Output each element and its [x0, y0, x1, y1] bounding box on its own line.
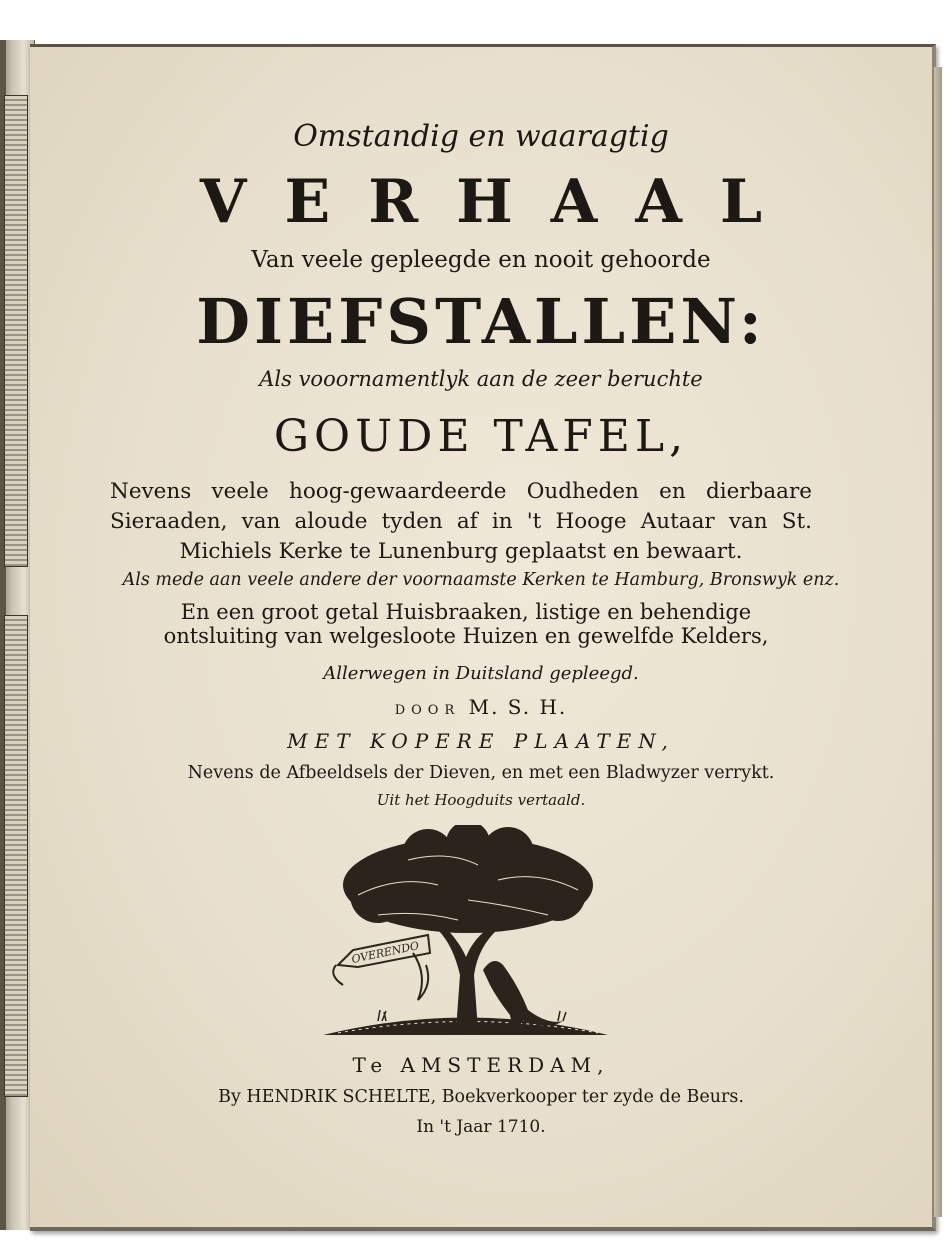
translation-line: Uit het Hoogduits vertaald.	[376, 791, 586, 809]
title-goude-tafel: GOUDE TAFEL,	[273, 411, 689, 462]
plates-line: MET KOPERE PLAATEN,	[287, 729, 675, 753]
imprint-printer: By HENDRIK SCHELTE, Boekverkooper ter zyde de Beurs.	[218, 1087, 744, 1107]
vignette-motto: OVERENDO	[350, 939, 421, 967]
page-edge	[934, 67, 942, 1217]
author-initials: M. S. H.	[468, 695, 568, 719]
title-line-3: Van veele gepleegde en nooit gehoorde	[251, 247, 711, 273]
author-prefix: DOOR	[394, 703, 461, 718]
engraved-border-upper	[4, 95, 28, 567]
imprint-year: In 't Jaar 1710.	[416, 1117, 546, 1137]
imprint-city: Te AMSTERDAM,	[352, 1053, 610, 1077]
engraved-border-lower	[4, 615, 28, 1097]
title-line-1: Omstandig en waaragtig	[293, 119, 669, 154]
title-main-verhaal: VERHAAL	[199, 167, 801, 237]
title-main-diefstallen: DIEFSTALLEN:	[196, 285, 766, 358]
title-page	[30, 44, 936, 1231]
tree-fox-vignette	[318, 825, 618, 1045]
subtitle-paragraph-2: En een groot getal Huisbraaken, listige en behendige ontsluiting van welgesloote Huizen en gewelfde Kelders,	[163, 600, 769, 648]
title-line-5: Als vooornamentlyk aan de zeer beruchte	[259, 367, 703, 391]
subtitle-line-duitsland: Allerwegen in Duitsland gepleegd.	[323, 663, 639, 684]
author-line	[30, 695, 932, 719]
subtitle-paragraph-1: Nevens veele hoog-gewaardeerde Oudheden en dierbaare Sieraaden, van aloude tyden af in 't Hooge Autaar van St. Michiels Kerke te Lunenburg geplaatst en bewaart.	[110, 479, 812, 564]
portraits-line: Nevens de Afbeeldsels der Dieven, en met een Bladwyzer verrykt.	[187, 763, 775, 783]
subtitle-line-churches: Als mede aan veele andere der voornaamste Kerken te Hamburg, Bronswyk enz.	[122, 570, 840, 590]
